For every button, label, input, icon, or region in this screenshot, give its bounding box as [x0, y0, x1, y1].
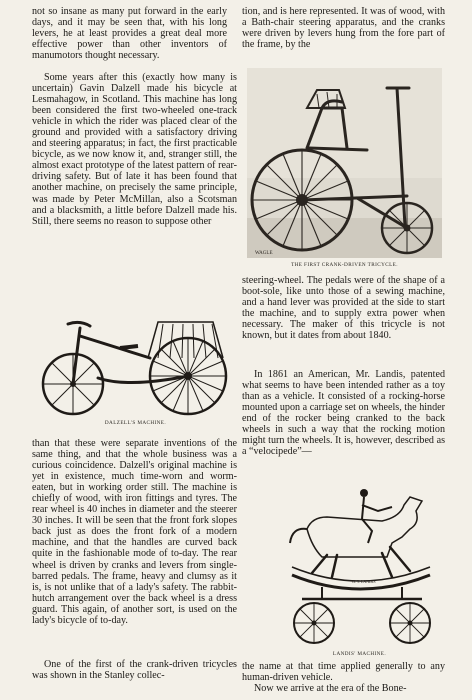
right-paragraph-bone: Now we arrive at the era of the Bone-	[254, 683, 407, 694]
tricycle-illustration	[247, 68, 442, 258]
landis-illustration	[282, 487, 437, 647]
dalzell-caption: DALZELL'S MACHINE.	[104, 420, 167, 426]
landis-inscription: G. T. LANDIS	[352, 579, 376, 584]
dalzell-illustration	[38, 318, 233, 416]
right-paragraph-velocipede: the name at that time applied generally to any human-driven vehicle.	[242, 661, 445, 684]
landis-caption: LANDIS' MACHINE.	[332, 651, 387, 657]
left-paragraph-dalzell-continued: than that these were separate inventions of the same thing, and that the whole business was a curious coincidence. Dalzell's original machine is yet in existence, much time-worn and worm-eaten, but in working order still. The machine is chiefly of wood, with iron fittings and tyres. The rear wheel is 40 inches in diameter and the steerer 30 inches. It will be seen that the front fork slopes back just as does the front fork of a modern machine, and that the handles are curved back quite in the fashionable mode of to-day. The rear wheel is driven by cranks and levers from single-barred pedals. The frame, heavy and clumsy as it is, is not unlike that of a lady's safety. The rabbit-hutch arrangement over the back wheel is a dress guard. This again, of another sort, is used on the lady's bicycle of to-day.	[32, 438, 237, 626]
left-paragraph-dalzell: Some years after this (exactly how many is uncertain) Gavin Dalzell made his bicycle at Lesmahagow, in Scotland. This machine has long been considered the first two-wheeled one-track vehicle in which the rider was placed clear of the ground and provided with a satisfactory driving and steering apparatus; in fact, the first practicable bicycle, as we now know it, and, stranger still, the almost exact prototype of the latest pattern of rear-driving safety. But of late it has been found that another machine, on precisely the same principle, was made by Peter McMillan, also a Scotsman and a blacksmith, a little before Dalzell made his. Still, there seems no reason to suppose other	[32, 72, 237, 227]
right-paragraph-landis: In 1861 an American, Mr. Landis, patented what seems to have been intended rather as a toy than as a vehicle. It consisted of a rocking-horse mounted upon a carriage set on wheels, the hinder end of the rocker being cranked to the back wheels in such a way that the rocking motion might turn the wheels. It is, however, described as a “velocipede”—	[242, 369, 445, 458]
right-paragraph-steering: steering-wheel. The pedals were of the shape of a boot-sole, like unto those of a sewing machine, and a hand lever was provided at the side to start the machine, and to supply extra power when necessary. The maker of this tricycle is not known, but it dates from about 1840.	[242, 275, 445, 342]
tricycle-signature: WAGLE	[255, 251, 273, 256]
tricycle-caption: THE FIRST CRANK-DRIVEN TRICYCLE.	[291, 262, 398, 268]
left-paragraph-tricycles: One of the first of the crank-driven tricycles was shown in the Stanley collec-	[32, 659, 237, 682]
right-paragraph-opening: tion, and is here represented. It was of wood, with a Bath-chair steering apparatus, and the cranks were driven by levers hung from the fore part of the frame, by the	[242, 6, 445, 51]
left-paragraph-opening: not so insane as many put forward in the early days, and it may be seen that, with his long levers, he at least provides a great deal more effective power than other inventors of manumotors thought necessary.	[32, 6, 227, 62]
